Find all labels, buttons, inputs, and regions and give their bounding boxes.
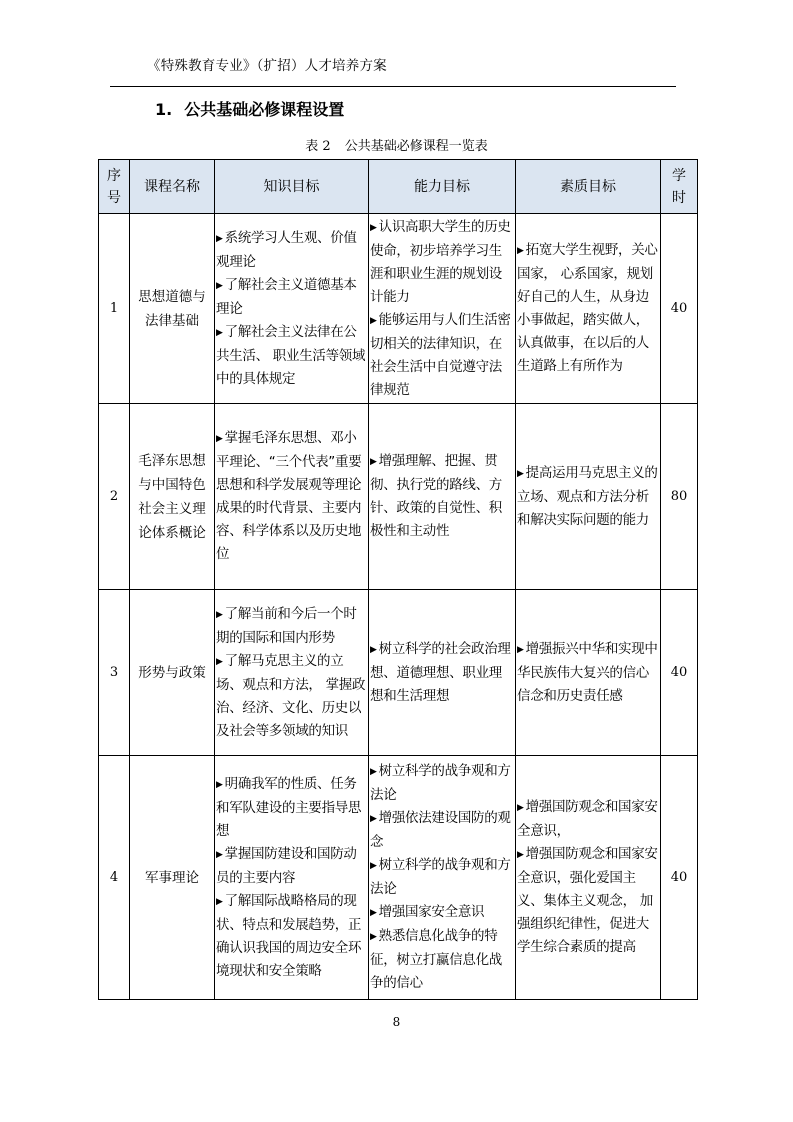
course-name: 毛泽东思想与中国特色社会主义理论体系概论	[130, 404, 215, 590]
course-name: 军事理论	[130, 756, 215, 1000]
list-item: ▶ 增强国防观念和国家安全意识，强化爱国主义、集体主义观念， 加强组织纪律性，促进大学生综合素质的提高	[517, 846, 658, 955]
list-item: ▶ 能够运用与人们生活密切相关的法律知识，在社会生活中自觉遵守法律规范	[370, 311, 511, 398]
triangle-bullet-icon: ▶	[216, 327, 223, 338]
triangle-bullet-icon: ▶	[517, 803, 524, 813]
triangle-bullet-icon: ▶	[216, 779, 223, 790]
page-number: 8	[392, 1015, 401, 1029]
list-item: ▶ 了解马克思主义的立场、观点和方法， 掌握政治、经济、文化、历史以及社会等多领域的知识	[216, 652, 366, 739]
triangle-bullet-icon: ▶	[370, 315, 377, 326]
list-item: ▶ 增强国家安全意识	[370, 901, 514, 925]
table-header-row	[99, 160, 698, 214]
list-item: ▶ 明确我军的性质、任务和军队建设的主要指导思想	[216, 775, 362, 839]
triangle-bullet-icon: ▶	[370, 222, 377, 233]
triangle-bullet-icon: ▶	[370, 861, 377, 871]
header-index: 序 号	[99, 160, 130, 214]
knowledge-cell	[215, 590, 369, 756]
triangle-bullet-icon: ▶	[216, 434, 223, 444]
ability-cell	[369, 404, 516, 590]
triangle-bullet-icon: ▶	[370, 644, 377, 655]
triangle-bullet-icon: ▶	[216, 609, 223, 620]
table-caption-label: 表 2	[305, 139, 331, 154]
list-item: ▶ 增强理解、把握、贯彻、执行党的路线、方针、政策的自觉性、积极性和主动性	[370, 453, 502, 539]
table-row	[99, 756, 698, 1000]
ability-cell	[369, 214, 516, 404]
triangle-bullet-icon: ▶	[216, 656, 223, 667]
knowledge-cell	[215, 404, 369, 590]
triangle-bullet-icon: ▶	[517, 246, 524, 256]
list-item: ▶ 了解国际战略格局的现状、特点和发展趋势，正确认识我国的周边安全环境现状和安全策略	[216, 892, 362, 979]
header-rule	[110, 86, 676, 87]
quality-cell	[516, 756, 661, 1000]
list-item: ▶ 了解社会主义法律在公共生活、 职业生活等领域中的具体规定	[216, 323, 366, 387]
list-item: ▶ 熟悉信息化战争的特征，树立打赢信息化战争的信心	[370, 928, 502, 991]
list-item: ▶ 认识高职大学生的历史使命，初步培养学习生涯和职业生涯的规划设计能力	[370, 218, 511, 305]
course-name: 思想道德与法律基础	[130, 214, 215, 404]
list-item: ▶ 掌握毛泽东思想、邓小平理论、“三个代表”重要思想和科学发展观等理论成果的时代背景、主要内容、科学体系以及历史地位	[216, 430, 362, 562]
ability-cell	[369, 590, 516, 756]
list-item: ▶ 树立科学的社会政治理想、道德理想、职业理想和生活理想	[370, 640, 511, 704]
row-index: 1	[99, 214, 130, 404]
course-hours: 80	[661, 404, 698, 590]
triangle-bullet-icon: ▶	[370, 908, 377, 918]
list-item: ▶ 增强依法建设国防的观念	[370, 810, 511, 850]
header-quality: 素质目标	[516, 160, 661, 214]
section-number: 1.	[155, 100, 173, 119]
triangle-bullet-icon: ▶	[517, 468, 524, 479]
quality-cell	[516, 404, 661, 590]
triangle-bullet-icon: ▶	[216, 233, 223, 244]
list-item: ▶ 增强振兴中华和实现中华民族伟大复兴的信心信念和历史责任感	[517, 640, 658, 704]
ability-cell	[369, 756, 516, 1000]
list-item: ▶ 树立科学的战争观和方法论	[370, 763, 511, 803]
quality-cell	[516, 214, 661, 404]
quality-cell	[516, 590, 661, 756]
row-index: 3	[99, 590, 130, 756]
list-item: ▶ 了解当前和今后一个时期的国际和国内形势	[216, 605, 357, 646]
triangle-bullet-icon: ▶	[370, 814, 377, 824]
course-hours: 40	[661, 590, 698, 756]
list-item: ▶ 系统学习人生观、价值观理论	[216, 229, 357, 270]
course-hours: 40	[661, 756, 698, 1000]
header-ability: 能力目标	[369, 160, 516, 214]
header-knowledge: 知识目标	[215, 160, 369, 214]
running-header-title: 《特殊教育专业》（扩招）人才培养方案	[147, 58, 387, 74]
list-item: ▶ 提高运用马克思主义的立场、观点和方法分析和解决实际问题的能力	[517, 464, 658, 528]
list-item: ▶ 拓宽大学生视野，关心国家， 心系国家，规划好自己的人生，从身边小事做起，踏实做人， 认真做事，在以后的人生道路上有所作为	[517, 242, 658, 374]
table-row	[99, 590, 698, 756]
header-hours: 学 时	[661, 160, 698, 214]
row-index: 2	[99, 404, 130, 590]
knowledge-cell	[215, 214, 369, 404]
triangle-bullet-icon: ▶	[517, 850, 524, 860]
list-item: ▶ 掌握国防建设和国防动员的主要内容	[216, 845, 357, 886]
section-title: 公共基础必修课程设置	[184, 100, 345, 119]
triangle-bullet-icon: ▶	[517, 644, 524, 655]
triangle-bullet-icon: ▶	[216, 849, 223, 860]
list-item: ▶ 了解社会主义道德基本理论	[216, 276, 357, 317]
triangle-bullet-icon: ▶	[370, 457, 377, 467]
course-hours: 40	[661, 214, 698, 404]
course-name: 形势与政策	[130, 590, 215, 756]
triangle-bullet-icon: ▶	[370, 767, 377, 777]
triangle-bullet-icon: ▶	[216, 280, 223, 291]
table-caption-title: 公共基础必修课程一览表	[344, 139, 488, 154]
list-item: ▶ 树立科学的战争观和方法论	[370, 857, 511, 897]
knowledge-cell	[215, 756, 369, 1000]
section-heading	[155, 97, 344, 120]
list-item: ▶ 增强国防观念和国家安全意识，	[517, 799, 658, 839]
table-row	[99, 404, 698, 590]
table-caption	[0, 135, 793, 154]
course-table	[98, 159, 698, 1000]
header-course-name: 课程名称	[130, 160, 215, 214]
triangle-bullet-icon: ▶	[216, 896, 223, 907]
triangle-bullet-icon: ▶	[370, 932, 377, 942]
table-row	[99, 214, 698, 404]
row-index: 4	[99, 756, 130, 1000]
